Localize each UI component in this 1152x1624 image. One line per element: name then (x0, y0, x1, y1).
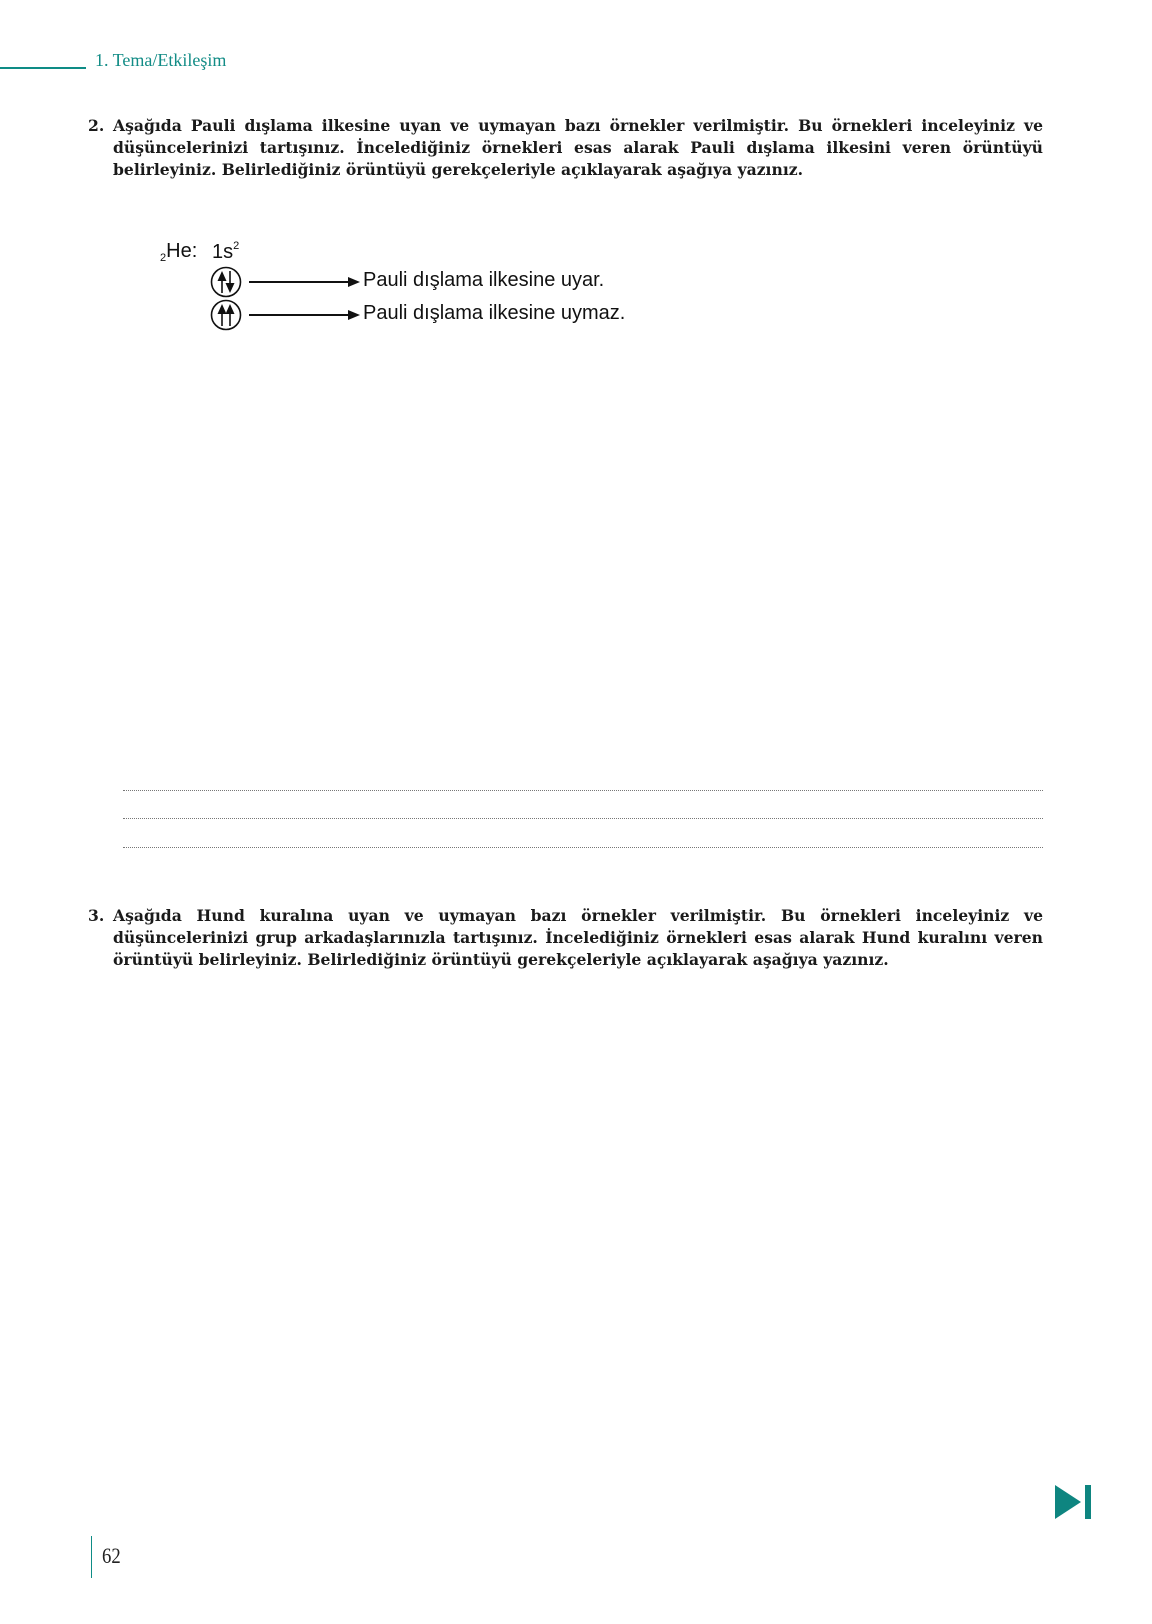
element-label (160, 240, 197, 264)
parallel-pair-orbital-icon (210, 299, 242, 331)
chapter-title: 1. Tema/Etkileşim (95, 50, 227, 70)
atomic-number: 2 (160, 252, 167, 264)
rule-result: Pauli dışlama ilkesine uyar. (363, 269, 605, 291)
page-number: 62 (102, 1543, 121, 1568)
arrow-line (249, 314, 349, 316)
arrow-head-icon (348, 277, 360, 287)
question-number: 2. (88, 116, 105, 135)
page-number-rule (91, 1536, 92, 1578)
arrow-line (249, 281, 349, 283)
rule-result: Pauli dışlama ilkesine uymaz. (363, 302, 626, 324)
element-symbol: He: (166, 240, 198, 262)
question-2 (88, 115, 1043, 181)
answer-line[interactable] (123, 790, 1043, 791)
header-rule (0, 67, 86, 69)
paired-spin-orbital-icon (210, 266, 242, 298)
answer-line[interactable] (123, 847, 1043, 848)
question-text: Aşağıda Hund kuralına uyan ve uymayan bazı örnekler verilmiştir. Bu örnekleri inceleyiniz ve düşüncelerinizi grup arkadaşlarınızla tartışınız. İncelediğiniz örnekleri esas alarak Hund kuralını veren örüntüyü belirleyiniz. Belirlediğiniz örüntüyü gerekçeleriyle açıklayarak aşağıya yazınız. (113, 906, 1043, 969)
subshell-label-1s: $1s^2$ (212, 240, 240, 263)
answer-line[interactable] (123, 818, 1043, 819)
question-text: Aşağıda Pauli dışlama ilkesine uyan ve uymayan bazı örnekler verilmiştir. Bu örnekleri inceleyiniz ve düşüncelerinizi tartışınız. İncelediğiniz örnekleri esas alarak Pauli dışlama ilkesini veren örüntüyü belirleyiniz. Belirlediğiniz örüntüyü gerekçeleriyle açıklayarak aşağıya yazınız. (113, 116, 1043, 179)
question-3 (88, 905, 1043, 971)
question-number: 3. (88, 906, 105, 925)
next-page-icon[interactable] (1055, 1485, 1095, 1519)
arrow-head-icon (348, 310, 360, 320)
